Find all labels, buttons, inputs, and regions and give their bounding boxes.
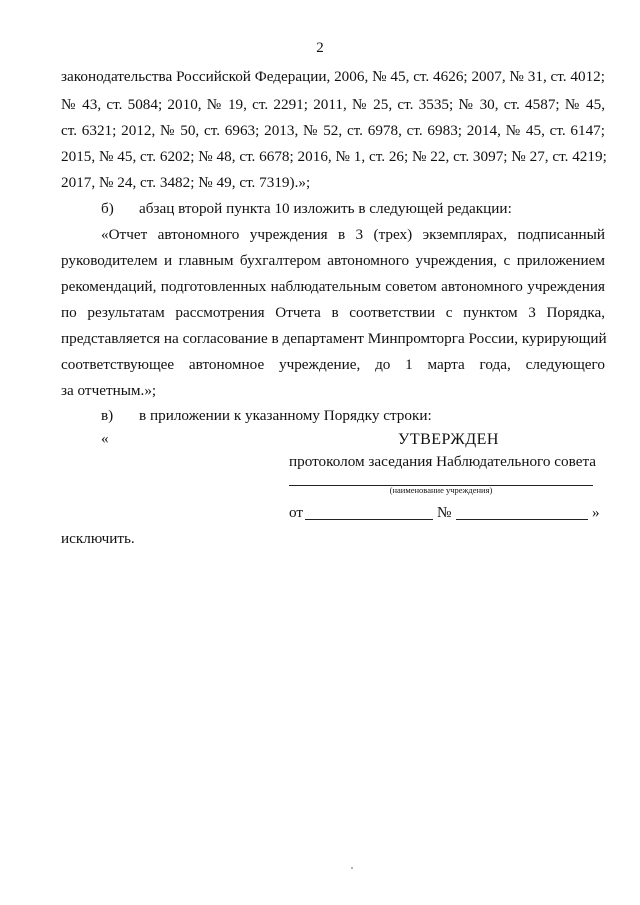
scan-speck — [351, 867, 353, 869]
from-label: от — [289, 504, 304, 521]
item-v-marker: в) — [101, 407, 114, 424]
citation-line: законодательства Российской Федерации, 2006, № 45, ст. 4626; 2007, № 31, ст. 4012; — [61, 68, 605, 85]
citation-line: № 43, ст. 5084; 2010, № 19, ст. 2291; 2011, № 25, ст. 3535; № 30, ст. 4587; № 45, — [61, 96, 605, 113]
citation-line: 2015, № 45, ст. 6202; № 48, ст. 6678; 2016, № 1, ст. 26; № 22, ст. 3097; № 27, ст. 4219; — [61, 148, 607, 165]
approved-subtitle: протоколом заседания Наблюдательного совета — [289, 453, 597, 470]
number-label: № — [437, 504, 452, 521]
quote-line: «Отчет автономного учреждения в 3 (трех) экземплярах, подписанный — [101, 226, 605, 243]
citation-line: ст. 6321; 2012, № 50, ст. 6963; 2013, № 52, ст. 6978, ст. 6983; 2014, № 45, ст. 6147; — [61, 122, 605, 139]
quote-line: руководителем и главным бухгалтером автономного учреждения, с приложением — [61, 252, 605, 269]
item-b-text: абзац второй пункта 10 изложить в следующей редакции: — [139, 200, 512, 217]
number-rule — [456, 519, 588, 520]
open-quote-mark: « — [101, 430, 109, 447]
approved-title: УТВЕРЖДЕН — [398, 431, 499, 448]
close-quote-mark: » — [592, 504, 600, 521]
exclude-text: исключить. — [61, 530, 135, 547]
quote-line: за отчетным.»; — [61, 382, 157, 399]
quote-line: соответствующее автономное учреждение, до 1 марта года, следующего — [61, 356, 605, 373]
org-name-caption: (наименование учреждения) — [389, 485, 493, 495]
item-v-text: в приложении к указанному Порядку строки: — [139, 407, 432, 424]
quote-line: представляется на согласование в департамент Минпромторга России, курирующий — [61, 330, 607, 347]
quote-line: рекомендаций, подготовленных наблюдательным советом автономного учреждения — [61, 278, 605, 295]
item-b-marker: б) — [101, 200, 114, 217]
citation-line: 2017, № 24, ст. 3482; № 49, ст. 7319).»; — [61, 174, 311, 191]
page-number: 2 — [316, 40, 324, 56]
quote-line: по результатам рассмотрения Отчета в соответствии с пунктом 3 Порядка, — [61, 304, 605, 321]
date-rule — [305, 519, 433, 520]
